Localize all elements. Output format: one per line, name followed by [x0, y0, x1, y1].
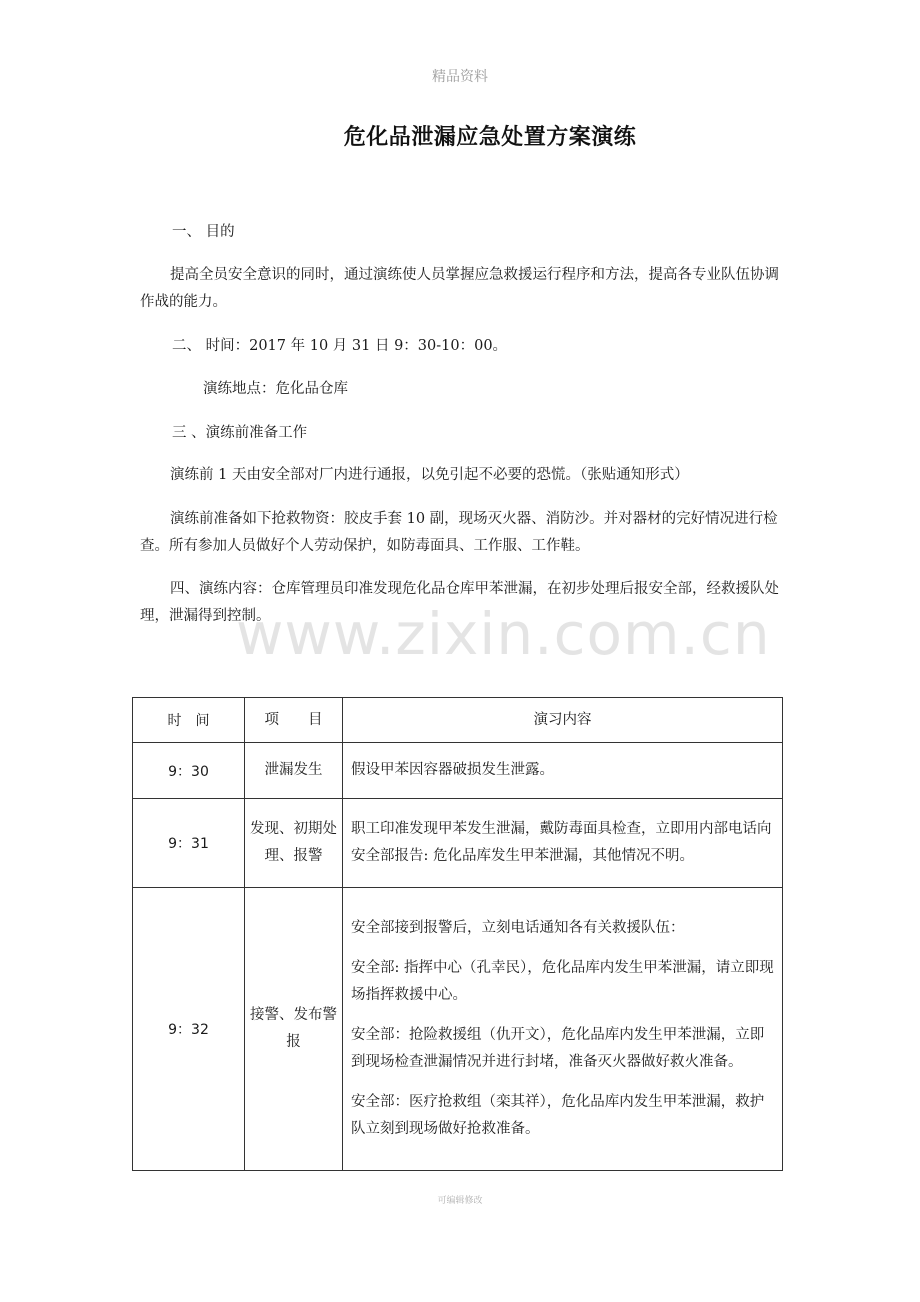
section-purpose-text: 提高全员安全意识的同时，通过演练使人员掌握应急救援运行程序和方法，提高各专业队伍协调作战的能力。: [140, 267, 779, 310]
row-content: [343, 888, 783, 1171]
table-row: [133, 743, 783, 799]
document-title: 危化品泄漏应急处置方案演练: [343, 125, 637, 150]
header-time: 时 间: [133, 698, 245, 743]
row-content-line: 安全部: 指挥中心（孔幸民），危化品库内发生甲苯泄漏，请立即现场指挥救援中心。: [351, 960, 774, 1003]
table-row: [133, 799, 783, 888]
table-header-row: [133, 698, 783, 743]
row-content-line: 安全部：医疗抢救组（栾其祥），危化品库内发生甲苯泄漏，救护队立刻到现场做好抢救准备。: [351, 1094, 765, 1137]
row-item: 泄漏发生: [245, 743, 343, 799]
drill-schedule-table: [132, 697, 783, 1171]
row-content: [343, 743, 783, 799]
section-content-text: 四、演练内容：仓库管理员印准发现危化品仓库甲苯泄漏，在初步处理后报安全部，经救援队处理，泄漏得到控制。: [140, 581, 779, 624]
section-prep-text-2: 演练前准备如下抢救物资：胶皮手套 10 副，现场灭火器、消防沙。并对器材的完好情况进行检查。所有参加人员做好个人劳动保护，如防毒面具、工作服、工作鞋。: [140, 511, 778, 554]
section-time-line: 二、 时间：2017 年 10 月 31 日 9：30-10：00。: [172, 338, 508, 354]
table-row: [133, 888, 783, 1171]
section-location-line: 演练地点：危化品仓库: [203, 381, 348, 397]
header-content: 演习内容: [343, 698, 783, 743]
header-watermark: 精品资料: [432, 69, 488, 85]
section-purpose-heading: 一、 目的: [172, 224, 235, 240]
row-item: 接警、发布警报: [245, 888, 343, 1171]
row-item: 发现、初期处理、报警: [245, 799, 343, 888]
row-time: 9：30: [133, 743, 245, 799]
header-item: 项 目: [245, 698, 343, 743]
row-time: 9：31: [133, 799, 245, 888]
section-prep-heading: 三 、演练前准备工作: [172, 425, 308, 441]
footer-watermark: 可编辑修改: [437, 1196, 483, 1206]
section-prep-text-1: 演练前 1 天由安全部对厂内进行通报，以免引起不必要的恐慌。（张贴通知形式）: [170, 467, 689, 483]
site-watermark: www.zixin.com.cn: [236, 600, 771, 668]
row-content-line: 安全部接到报警后，立刻电话通知各有关救援队伍：: [351, 920, 685, 936]
row-content-line: 假设甲苯因容器破损发生泄露。: [351, 762, 554, 778]
row-content: [343, 799, 783, 888]
row-content-line: 职工印准发现甲苯发生泄漏，戴防毒面具检查，立即用内部电话向安全部报告: 危化品库发生甲苯泄漏，其他情况不明。: [351, 821, 772, 864]
row-time: 9：32: [133, 888, 245, 1171]
row-content-line: 安全部：抢险救援组（仇开文），危化品库内发生甲苯泄漏，立即到现场检查泄漏情况并进行封堵，准备灭火器做好救火准备。: [351, 1027, 765, 1070]
